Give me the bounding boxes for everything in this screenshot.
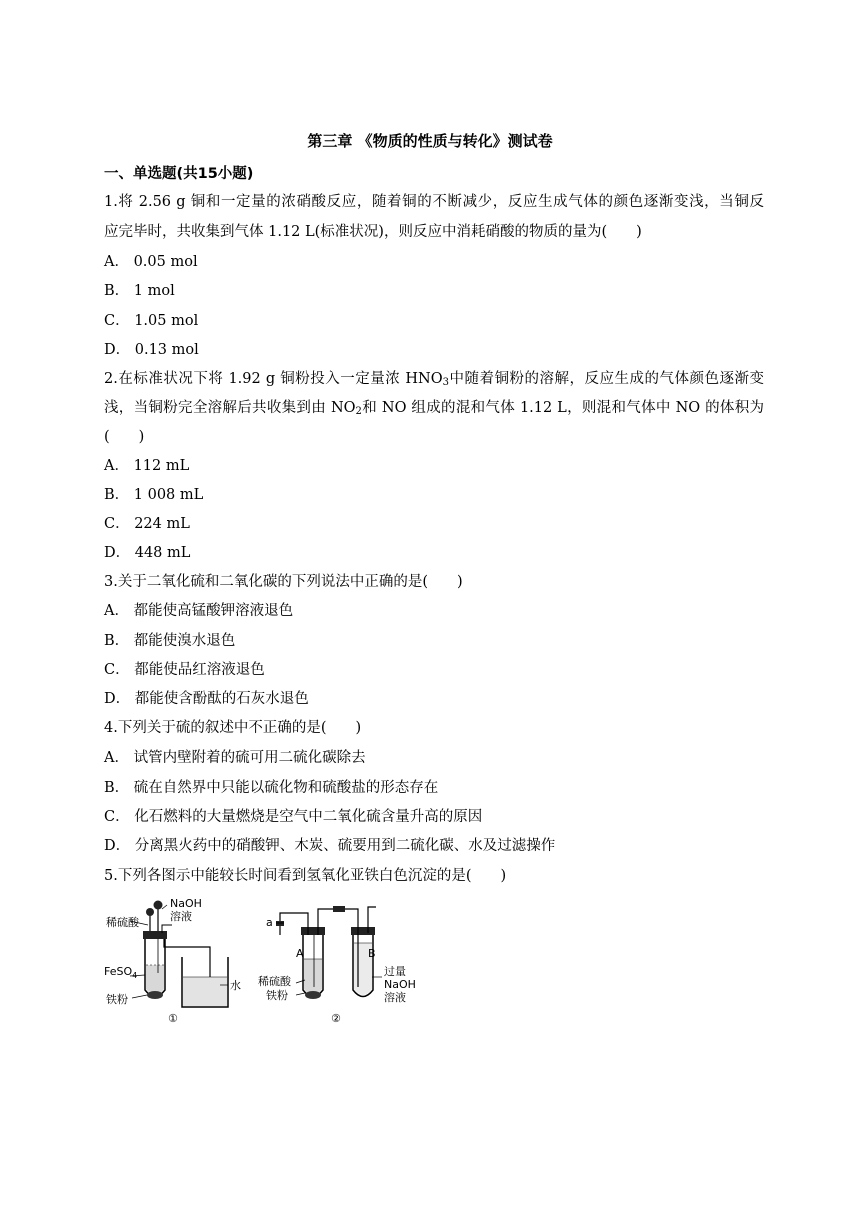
- question-5-stem: 5.下列各图示中能较长时间看到氢氧化亚铁白色沉淀的是( ): [104, 868, 507, 884]
- question-2-option-d: D． 448 mL: [104, 545, 191, 561]
- stopper-1: [143, 931, 167, 939]
- question-1-option-d: D． 0.13 mol: [104, 342, 199, 358]
- label-tube-b: B: [368, 947, 376, 960]
- iron-powder-1: [147, 991, 163, 999]
- question-3-option-b: B． 都能使溴水退色: [104, 633, 236, 649]
- dropper-bulb-naoh: [154, 901, 163, 910]
- label-solution-1: 溶液: [170, 910, 192, 923]
- question-4-option-c: C． 化石燃料的大量燃烧是空气中二氧化硫含量升高的原因: [104, 809, 483, 825]
- question-1-option-b: B． 1 mol: [104, 283, 175, 299]
- question-3-option-d: D． 都能使含酚酞的石灰水退色: [104, 691, 309, 707]
- label-water: 水: [230, 979, 241, 992]
- question-4-option-a: A． 试管内壁附着的硫可用二硫化碳除去: [104, 750, 366, 766]
- question-3-option-a: A． 都能使高锰酸钾溶液退色: [104, 603, 294, 619]
- label-tube-a: A: [296, 947, 304, 960]
- apparatus-1: [104, 897, 241, 1025]
- question-2-stem-line-3: ( ): [104, 429, 145, 445]
- question-2-option-c: C． 224 mL: [104, 516, 190, 532]
- question-2-option-a: A． 112 mL: [104, 458, 190, 474]
- feso4-liquid: [146, 965, 164, 995]
- question-1-stem-line-1: 1.将 2.56 g 铜和一定量的浓硝酸反应，随着铜的不断减少，反应生成气体的颜色逐渐变浅，当铜反: [104, 194, 764, 210]
- label-a: a: [266, 916, 273, 929]
- question-2-stem-line-2: 浅，当铜粉完全溶解后共收集到由 $NO_2$和 NO 组成的混和气体 1.12 L，则混和气体中 NO 的体积为: [104, 400, 764, 417]
- question-1-stem-line-2: 应完毕时，共收集到气体 1.12 L(标准状况)，则反应中消耗硝酸的物质的量为( ): [104, 224, 642, 240]
- label-excess: 过量: [384, 965, 406, 978]
- dropper-bulb-acid: [146, 908, 154, 916]
- label-naoh-1: NaOH: [170, 897, 202, 910]
- question-4-option-b: B． 硫在自然界中只能以硫化物和硫酸盐的形态存在: [104, 780, 439, 796]
- question-2-option-b: B． 1 008 mL: [104, 487, 204, 503]
- question-4-stem: 4.下列关于硫的叙述中不正确的是( ): [104, 720, 362, 736]
- acid-liquid: [304, 959, 322, 995]
- section-heading: 一、单选题(共15小题): [104, 166, 254, 182]
- water: [183, 977, 227, 1006]
- apparatus-2: [258, 906, 416, 1025]
- apparatus-figure: [100, 895, 430, 1030]
- question-2-stem-line-1: 2.在标准状况下将 1.92 g 铜粉投入一定量浓 $HNO_3$中随着铜粉的溶解，反应生成的气体颜色逐渐变: [104, 371, 764, 388]
- figure-number-1: ①: [168, 1012, 178, 1025]
- label-iron-1: 铁粉: [106, 993, 128, 1006]
- label-solution-2: 溶液: [384, 991, 406, 1004]
- question-3-stem: 3.关于二氧化硫和二氧化碳的下列说法中正确的是( ): [104, 574, 463, 590]
- question-3-option-c: C． 都能使品红溶液退色: [104, 662, 265, 678]
- stopper-a: [301, 927, 325, 935]
- label-feso4: FeSO$_4$: [104, 965, 138, 980]
- page-title: 第三章 《物质的性质与转化》测试卷: [307, 132, 553, 150]
- label-naoh-2: NaOH: [384, 978, 416, 991]
- question-4-option-d: D． 分离黑火药中的硝酸钾、木炭、硫要用到二硫化碳、水及过滤操作: [104, 838, 556, 854]
- iron-powder-2: [305, 991, 321, 999]
- stopper-b: [351, 927, 375, 935]
- question-1-option-c: C． 1.05 mol: [104, 313, 199, 329]
- question-1-option-a: A． 0.05 mol: [104, 254, 198, 270]
- label-dilute-acid-2: 稀硫酸: [258, 975, 291, 988]
- label-dilute-acid-1: 稀硫酸: [106, 916, 139, 929]
- rubber-joint: [333, 906, 345, 912]
- figure-number-2: ②: [331, 1012, 341, 1025]
- label-iron-2: 铁粉: [266, 989, 288, 1002]
